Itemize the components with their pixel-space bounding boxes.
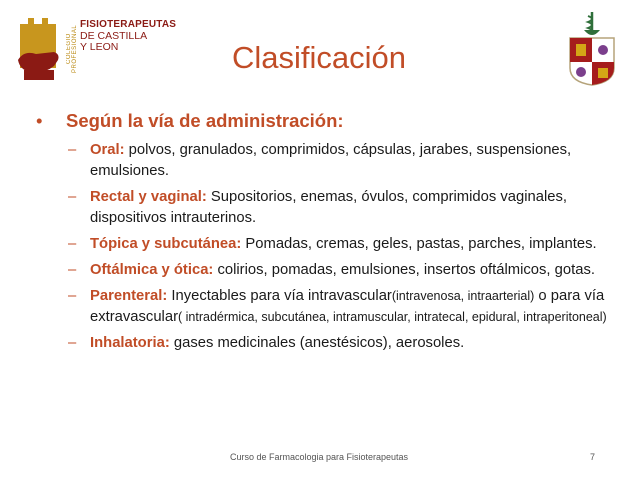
item-key: Rectal y vaginal: [90,189,207,205]
dash-bullet: – [68,288,77,304]
item-text: polvos, granulados, comprimidos, cápsulas, jarabes, suspensiones, emulsiones. [90,142,572,179]
castilla-leon-coat-of-arms-icon [564,10,620,86]
logo-vertical-text: COLEGIO PROFESIONAL [66,24,78,74]
dash-bullet: – [68,189,77,205]
dash-bullet: – [68,335,77,351]
item-text: o para vía extravascular [90,288,605,325]
dash-bullet: – [68,262,77,278]
dash-bullet: – [68,142,77,158]
content-list [36,110,626,359]
dash-bullet: – [68,236,77,252]
bullet-dot: • [36,110,43,131]
logo-line-2: DE CASTILLA [80,29,148,42]
item-small-text: ( intradérmica, subcutánea, intramuscular, intratecal, epidural, intraperitoneal) [178,310,607,324]
item-key: Parenteral: [90,288,168,304]
sub-list [68,140,626,354]
item-text: gases medicinales (anestésicos), aerosoles. [169,335,465,351]
footer-text: Curso de Farmacologia para Fisioterapeutas [229,452,409,462]
list-item [68,286,626,328]
main-bullet-text: Según la vía de administración: [66,110,344,131]
item-key: Oftálmica y ótica: [90,262,214,278]
item-text: Inyectables para vía intravascular [167,288,392,304]
slide-title: Clasificación [231,40,406,75]
item-text: Pomadas, cremas, geles, pastas, parches, implantes. [241,236,597,252]
list-item [68,260,626,281]
item-key: Tópica y subcutánea: [90,236,242,252]
item-key: Inhalatoria: [90,335,170,351]
item-key: Oral: [90,142,125,158]
list-item [68,333,626,354]
item-small-text: (intravenosa, intraarterial) [391,289,535,303]
page-number: 7 [590,452,596,462]
item-text: Supositorios, enemas, óvulos, comprimidos vaginales, dispositivos intrauterinos. [90,189,568,226]
list-item [68,187,626,229]
list-item [68,234,626,255]
main-bullet [36,110,626,132]
logo-line-1: FISIOTERAPEUTAS [80,19,177,30]
logo-line-3: Y LEON [80,40,119,53]
list-item [68,140,626,182]
item-text: colirios, pomadas, emulsiones, insertos oftálmicos, gotas. [213,262,595,278]
